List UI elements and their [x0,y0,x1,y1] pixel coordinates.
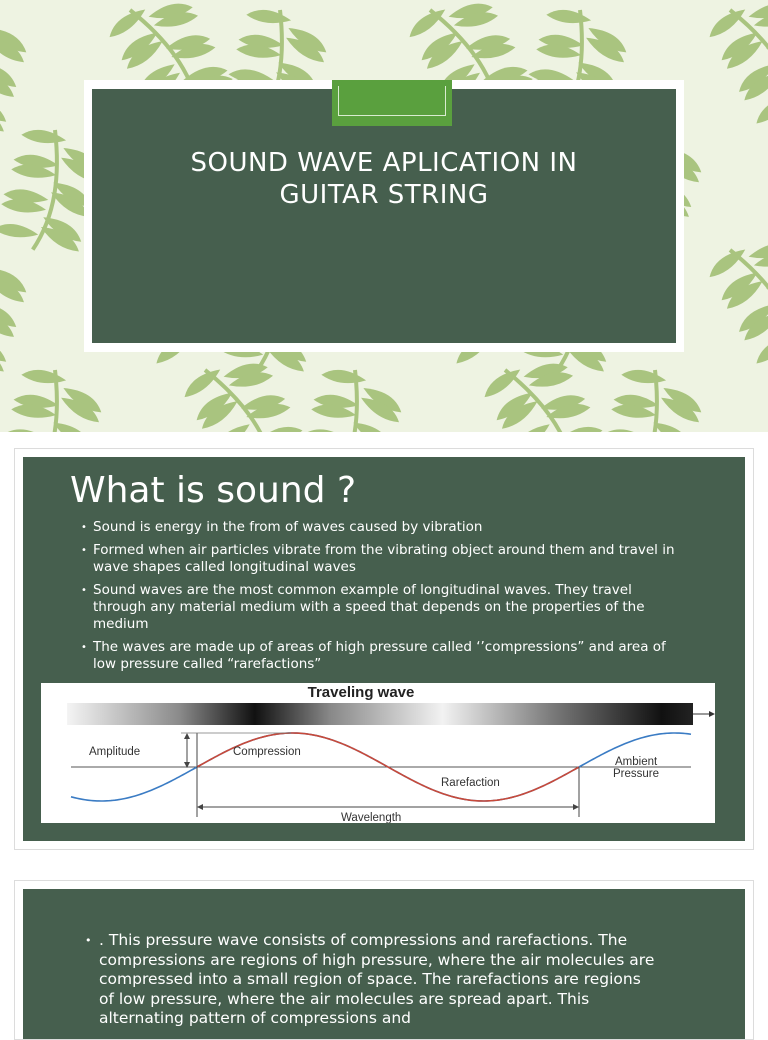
diagram-title: Traveling wave [307,684,415,701]
slide2-heading: What is sound ? [70,470,357,511]
title-card [84,80,684,352]
leaf-frond [286,360,415,432]
slide3-panel [23,889,745,1039]
label-compression: Compression [233,746,301,758]
label-wavelength: Wavelength [341,812,402,823]
title-accent-tab-frame [338,86,446,116]
what-is-sound-slide [14,448,754,850]
leaf-frond [703,0,768,131]
bullet-item: • Sound waves are the most common example of longitudinal waves. They travel through any material medium with a speed that depends on the properties of the medium [81,582,681,633]
pressure-gradient-bar [67,703,693,725]
leaf-frond [0,0,40,145]
traveling-wave-diagram [41,683,715,823]
title-accent-tab [332,80,452,126]
title-slide [0,0,768,432]
label-ambient: Ambient [615,756,658,768]
slide3-bullet-text: . This pressure wave consists of compressions and rarefactions. The compressions are regions of high pressure, where the air molecules are compressed into a small region of space. The rarefactions are regions of low pressure, where the air molecules are spread apart. This alternating pattern of compressions and [99,931,655,1027]
slide2-bullet-list [81,519,681,679]
leaf-frond [703,223,768,371]
leaf-frond [0,240,40,385]
bullet-item: • Sound is energy in the from of waves caused by vibration [81,519,681,536]
title-panel [92,89,676,343]
bullet-glyph: • [85,934,92,947]
slide-title-line1: SOUND WAVE APLICATION IN [190,148,578,178]
slide2-panel [23,457,745,841]
label-amplitude: Amplitude [89,746,141,758]
slide-title [112,147,656,211]
leaf-frond [586,360,715,432]
bullet-item: • The waves are made up of areas of high pressure called ‘’compressions” and area of low pressure called “rarefactions” [81,639,681,673]
leaf-frond [0,360,115,432]
slide3-bullet [85,931,655,1029]
bullet-item: • Formed when air particles vibrate from the vibrating object around them and travel in wave shapes called longitudinal waves [81,542,681,576]
traveling-wave-svg [41,683,715,823]
pressure-wave-slide [14,880,754,1040]
label-pressure: Pressure [613,768,660,780]
slide-title-line2: GUITAR STRING [279,180,489,210]
label-rarefaction: Rarefaction [441,777,500,789]
